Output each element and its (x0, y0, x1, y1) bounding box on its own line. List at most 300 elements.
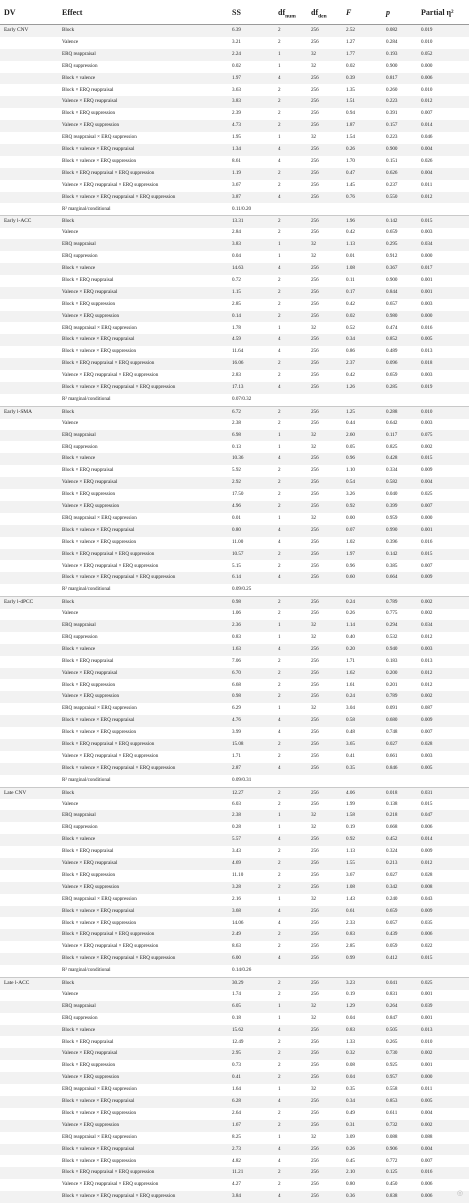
partial-eta-cell: 0.006 (421, 1193, 433, 1200)
f-cell: 0.42 (346, 372, 355, 379)
effect-cell: ERQ suppression (62, 633, 98, 640)
table-row (0, 561, 469, 573)
ss-cell: 6.28 (232, 1098, 241, 1104)
partial-eta-cell: 0.019 (421, 27, 433, 33)
ss-cell: 2.36 (232, 622, 241, 628)
ss-cell: 4.27 (232, 1181, 241, 1188)
ss-cell: 0.11/0.20 (232, 205, 252, 212)
partial-eta-cell: 0.013 (421, 1026, 433, 1033)
effect-cell: ERQ suppression (62, 253, 98, 260)
dfden-cell: 32 (311, 895, 317, 902)
f-cell: 0.19 (346, 990, 355, 997)
header-ss: SS (232, 8, 241, 17)
effect-cell: Block × ERQ reappraisal × ERQ suppression (62, 931, 155, 938)
partial-eta-cell: 0.005 (421, 1098, 433, 1104)
dfnum-cell: 2 (278, 871, 281, 878)
partial-eta-cell: 0.031 (421, 789, 433, 796)
effect-cell: Block × valence × ERQ suppression (62, 919, 137, 926)
f-cell: 0.35 (346, 764, 355, 771)
p-cell: 0.661 (386, 752, 398, 759)
dfden-cell: 32 (311, 633, 317, 640)
dfden-cell: 256 (311, 669, 319, 676)
partial-eta-cell: 0.010 (421, 38, 433, 45)
p-cell: 0.218 (386, 812, 398, 819)
dfden-cell: 32 (311, 1133, 317, 1140)
p-cell: 0.059 (386, 943, 398, 950)
f-cell: 1.27 (346, 38, 355, 45)
p-cell: 0.265 (386, 1038, 398, 1045)
f-cell: 2.37 (346, 360, 355, 367)
table-row (0, 465, 469, 477)
dfden-cell: 256 (311, 455, 319, 462)
dfden-cell: 32 (311, 622, 317, 628)
partial-eta-cell: 0.015 (421, 455, 433, 462)
effect-cell: Block × ERQ reappraisal × ERQ suppression (62, 741, 155, 747)
dfden-cell: 32 (311, 824, 317, 831)
effect-cell: Block (62, 408, 75, 415)
effect-cell: Block × valence × ERQ reappraisal (62, 336, 135, 343)
p-cell: 0.428 (386, 455, 398, 462)
dfden-cell: 256 (311, 980, 319, 986)
effect-cell: Valence (62, 229, 79, 236)
dfnum-cell: 1 (278, 1133, 281, 1140)
dfden-cell: 32 (311, 705, 317, 712)
table-row (0, 834, 469, 846)
p-cell: 0.117 (386, 431, 398, 438)
table-row (0, 1072, 469, 1084)
partial-eta-cell: 0.018 (421, 360, 433, 367)
dfnum-cell: 2 (278, 1038, 281, 1045)
table-row (0, 751, 469, 763)
f-cell: 0.48 (346, 729, 355, 736)
p-cell: 0.659 (386, 907, 398, 914)
dfnum-cell: 2 (278, 503, 281, 509)
p-cell: 0.091 (386, 705, 398, 712)
effect-cell: Block × valence (62, 74, 96, 81)
partial-eta-cell: 0.003 (421, 752, 433, 759)
effect-cell: ERQ reappraisal (62, 431, 96, 438)
dfnum-cell: 2 (278, 1062, 281, 1069)
table-row (0, 668, 469, 680)
effect-cell: ERQ suppression (62, 1014, 98, 1021)
partial-eta-cell: 0.006 (421, 1181, 433, 1188)
dfnum-cell: 2 (278, 312, 281, 319)
f-cell: 2.85 (346, 943, 355, 950)
dfnum-cell: 4 (278, 146, 281, 152)
partial-eta-cell: 0.009 (421, 907, 433, 914)
dfden-cell: 256 (311, 27, 319, 33)
effect-cell: Block × valence × ERQ reappraisal × ERQ suppression (62, 384, 176, 390)
effect-cell: Valence × ERQ reappraisal × ERQ suppression (62, 1181, 159, 1188)
partial-eta-cell: 0.034 (421, 622, 433, 628)
effect-cell: Block × valence × ERQ reappraisal × ERQ suppression (62, 1193, 176, 1200)
table-row (0, 858, 469, 870)
p-cell: 0.142 (386, 550, 398, 557)
table-row (0, 25, 469, 37)
ss-cell: 6.39 (232, 27, 241, 33)
ss-cell: 3.67 (232, 181, 241, 188)
dfden-cell: 256 (311, 229, 319, 236)
f-cell: 0.04 (346, 1014, 355, 1021)
header-effect: Effect (62, 8, 83, 17)
f-cell: 2.33 (346, 919, 355, 926)
effect-cell: Block (62, 789, 75, 796)
p-cell: 0.096 (386, 360, 398, 367)
f-cell: 3.67 (346, 871, 355, 878)
ss-cell: 0.72 (232, 276, 241, 283)
effect-cell: Valence × ERQ suppression (62, 693, 120, 700)
f-cell: 1.33 (346, 1038, 355, 1045)
f-cell: 1.13 (346, 241, 355, 248)
dfden-cell: 256 (311, 86, 319, 93)
table-row (0, 703, 469, 715)
table-row (0, 846, 469, 858)
partial-eta-cell: 0.007 (421, 110, 433, 117)
dfnum-cell: 4 (278, 919, 281, 926)
table-row (0, 537, 469, 549)
effect-cell: Block × valence (62, 455, 96, 462)
effect-cell: Block × valence × ERQ reappraisal (62, 146, 135, 152)
ss-cell: 6.68 (232, 681, 241, 688)
table-row (0, 477, 469, 489)
dfden-cell: 256 (311, 1026, 319, 1033)
dfnum-cell: 2 (278, 681, 281, 688)
ss-cell: 4.96 (232, 503, 241, 509)
table-row (0, 311, 469, 323)
table-row (0, 894, 469, 906)
p-cell: 0.959 (386, 514, 398, 521)
partial-eta-cell: 0.009 (421, 467, 433, 474)
p-cell: 0.772 (386, 1157, 398, 1164)
p-cell: 0.831 (386, 990, 398, 997)
dfden-cell: 256 (311, 657, 319, 664)
effect-cell: Block × ERQ reappraisal (62, 1038, 114, 1045)
effect-cell: Block × valence × ERQ reappraisal (62, 1098, 135, 1104)
effect-cell: ERQ suppression (62, 62, 98, 69)
partial-eta-cell: 0.001 (421, 526, 433, 533)
effect-cell: Valence × ERQ reappraisal (62, 860, 118, 866)
dfnum-cell: 4 (278, 836, 281, 843)
partial-eta-cell: 0.012 (421, 193, 433, 200)
partial-eta-cell: 0.088 (421, 1133, 433, 1140)
table-row (0, 1001, 469, 1013)
ss-cell: 0.09/0.31 (232, 776, 252, 783)
partial-eta-cell: 0.008 (421, 883, 433, 890)
dfnum-cell: 2 (278, 98, 281, 105)
table-row (0, 739, 469, 751)
effect-cell: ERQ reappraisal × ERQ suppression (62, 134, 137, 141)
partial-eta-cell: 0.075 (421, 431, 433, 438)
f-cell: 1.97 (346, 550, 355, 557)
effect-cell: R² marginal/conditional (62, 586, 111, 593)
dfden-cell: 256 (311, 729, 319, 736)
p-cell: 0.844 (386, 288, 398, 295)
dfden-cell: 256 (311, 538, 319, 545)
f-cell: 3.04 (346, 705, 355, 712)
f-cell: 0.92 (346, 503, 355, 509)
table-row (0, 108, 469, 120)
dfnum-cell: 4 (278, 729, 281, 736)
table-row (0, 299, 469, 311)
effect-cell: ERQ reappraisal (62, 622, 96, 628)
partial-eta-cell: 0.025 (421, 491, 433, 498)
partial-eta-cell: 0.016 (421, 1169, 433, 1176)
p-cell: 0.412 (386, 955, 398, 962)
dfden-cell: 256 (311, 218, 319, 225)
partial-eta-cell: 0.014 (421, 836, 433, 843)
p-cell: 0.789 (386, 599, 398, 606)
f-cell: 0.42 (346, 229, 355, 236)
ss-cell: 1.63 (232, 645, 241, 652)
dfden-cell: 256 (311, 752, 319, 759)
effect-cell: R² marginal/conditional (62, 776, 111, 783)
table-row (0, 37, 469, 49)
p-cell: 0.659 (386, 229, 398, 236)
effect-cell: Block × ERQ suppression (62, 1062, 116, 1069)
f-cell: 0.11 (346, 276, 355, 283)
p-cell: 0.295 (386, 241, 398, 248)
dfnum-cell: 4 (278, 764, 281, 771)
table-row (0, 1037, 469, 1049)
dfden-cell: 256 (311, 990, 319, 997)
partial-eta-cell: 0.000 (421, 312, 433, 319)
p-cell: 0.391 (386, 110, 398, 117)
dfden-cell: 32 (311, 253, 317, 260)
dfnum-cell: 4 (278, 1145, 281, 1152)
dfden-cell: 256 (311, 300, 319, 307)
table-row (0, 204, 469, 216)
partial-eta-cell: 0.007 (421, 1157, 433, 1164)
effect-cell: Block × ERQ reappraisal (62, 657, 114, 664)
f-cell: 1.77 (346, 50, 355, 57)
dfden-cell: 256 (311, 38, 319, 45)
f-cell: 0.96 (346, 455, 355, 462)
f-cell: 1.55 (346, 860, 355, 866)
f-cell: 0.42 (346, 300, 355, 307)
effect-cell: ERQ reappraisal × ERQ suppression (62, 705, 137, 712)
dfden-cell: 256 (311, 871, 319, 878)
partial-eta-cell: 0.000 (421, 1074, 433, 1081)
ss-cell: 0.73 (232, 1062, 241, 1069)
f-cell: 1.70 (346, 157, 355, 164)
effect-cell: R² marginal/conditional (62, 395, 111, 402)
dfnum-cell: 2 (278, 800, 281, 807)
table-row (0, 453, 469, 465)
effect-cell: Valence × ERQ suppression (62, 1074, 120, 1081)
p-cell: 0.342 (386, 883, 398, 890)
dfnum-cell: 1 (278, 633, 281, 640)
effect-cell: Valence × ERQ reappraisal × ERQ suppression (62, 562, 159, 569)
partial-eta-cell: 0.012 (421, 681, 433, 688)
partial-eta-cell: 0.004 (421, 1145, 433, 1152)
partial-eta-cell: 0.007 (421, 503, 433, 509)
table-row (0, 882, 469, 894)
effect-cell: Valence × ERQ reappraisal (62, 479, 118, 486)
partial-eta-cell: 0.006 (421, 74, 433, 81)
partial-eta-cell: 0.007 (421, 729, 433, 736)
dfden-cell: 256 (311, 146, 319, 152)
table-row (0, 870, 469, 882)
dfnum-cell: 2 (278, 1121, 281, 1128)
dfnum-cell: 2 (278, 860, 281, 866)
table-row (0, 810, 469, 822)
header-dfnum: $df_{num}$ (278, 8, 296, 20)
dfnum-cell: 2 (278, 789, 281, 796)
ss-cell: 2.64 (232, 1109, 241, 1116)
dv-cell: Late CNV (4, 789, 27, 796)
f-cell: 0.52 (346, 324, 355, 331)
partial-eta-cell: 0.028 (421, 741, 433, 747)
table-row (0, 906, 469, 918)
partial-eta-cell: 0.002 (421, 610, 433, 617)
partial-eta-cell: 0.034 (421, 241, 433, 248)
dfnum-cell: 2 (278, 943, 281, 950)
effect-cell: Valence (62, 38, 79, 45)
dfden-cell: 256 (311, 181, 319, 188)
ss-cell: 2.85 (232, 300, 241, 307)
dfnum-cell: 2 (278, 1169, 281, 1176)
effect-cell: Valence (62, 990, 79, 997)
partial-eta-cell: 0.015 (421, 550, 433, 557)
effect-cell: Valence (62, 610, 79, 617)
dfden-cell: 32 (311, 134, 317, 141)
dfden-cell: 256 (311, 919, 319, 926)
dfden-cell: 32 (311, 1002, 317, 1009)
f-cell: 1.54 (346, 134, 355, 141)
table-row (0, 192, 469, 204)
f-cell: 2.60 (346, 431, 355, 438)
partial-eta-cell: 0.019 (421, 384, 433, 390)
dv-cell: Early l-SMA (4, 408, 32, 415)
p-cell: 0.285 (386, 384, 398, 390)
dfden-cell: 32 (311, 443, 317, 450)
ss-cell: 6.05 (232, 1002, 241, 1009)
p-cell: 0.680 (386, 717, 398, 724)
ss-cell: 8.61 (232, 157, 241, 164)
f-cell: 0.01 (346, 253, 355, 260)
p-cell: 0.730 (386, 1050, 398, 1057)
partial-eta-cell: 0.001 (421, 990, 433, 997)
dfden-cell: 256 (311, 479, 319, 486)
effect-cell: Valence × ERQ suppression (62, 312, 120, 319)
partial-eta-cell: 0.001 (421, 276, 433, 283)
dfden-cell: 256 (311, 550, 319, 557)
dfnum-cell: 4 (278, 574, 281, 581)
dfden-cell: 256 (311, 74, 319, 81)
effect-cell: Valence × ERQ reappraisal × ERQ suppression (62, 372, 159, 379)
p-cell: 0.990 (386, 526, 398, 533)
ss-cell: 4.82 (232, 1157, 241, 1164)
table-row (0, 1179, 469, 1191)
p-cell: 0.157 (386, 122, 398, 129)
table-row (0, 382, 469, 394)
p-cell: 0.611 (386, 1109, 398, 1116)
f-cell: 1.35 (346, 86, 355, 93)
ss-cell: 0.83 (232, 633, 241, 640)
f-cell: 0.92 (346, 836, 355, 843)
dfnum-cell: 4 (278, 538, 281, 545)
dfnum-cell: 1 (278, 50, 281, 57)
dfnum-cell: 2 (278, 669, 281, 676)
table-row (0, 799, 469, 811)
effect-cell: Block × valence × ERQ reappraisal (62, 907, 135, 914)
effect-cell: Valence × ERQ reappraisal × ERQ suppression (62, 752, 159, 759)
ss-cell: 0.18 (232, 1014, 241, 1021)
effect-cell: Block × ERQ suppression (62, 681, 116, 688)
dfnum-cell: 2 (278, 848, 281, 855)
dfnum-cell: 1 (278, 895, 281, 902)
ss-cell: 5.92 (232, 467, 241, 474)
ss-cell: 5.57 (232, 836, 241, 843)
f-cell: 1.43 (346, 895, 355, 902)
effect-cell: Block × valence × ERQ suppression (62, 1109, 137, 1116)
dfnum-cell: 1 (278, 134, 281, 141)
dfden-cell: 32 (311, 324, 317, 331)
effect-cell: ERQ reappraisal × ERQ suppression (62, 514, 137, 521)
partial-eta-cell: 0.006 (421, 931, 433, 938)
partial-eta-cell: 0.012 (421, 98, 433, 105)
header-p: p (386, 8, 390, 17)
partial-eta-cell: 0.047 (421, 812, 433, 819)
p-cell: 0.900 (386, 146, 398, 152)
effect-cell: Block × valence × ERQ reappraisal (62, 1145, 135, 1152)
dfden-cell: 256 (311, 467, 319, 474)
dfnum-cell: 2 (278, 169, 281, 176)
effect-cell: Valence (62, 800, 79, 807)
dfnum-cell: 2 (278, 419, 281, 426)
table-row (0, 251, 469, 263)
f-cell: 2.52 (346, 27, 355, 33)
ss-cell: 1.06 (232, 610, 241, 617)
ss-cell: 15.62 (232, 1026, 244, 1033)
ss-cell: 0.14 (232, 312, 241, 319)
dfden-cell: 256 (311, 1121, 319, 1128)
p-cell: 0.057 (386, 919, 398, 926)
table-row (0, 632, 469, 644)
dfden-cell: 256 (311, 789, 319, 796)
f-cell: 0.58 (346, 717, 355, 724)
dv-cell: Early l-ACC (4, 218, 32, 225)
effect-cell: Block × valence × ERQ suppression (62, 348, 137, 355)
header-dfden: $df_{den}$ (311, 8, 327, 20)
p-cell: 0.264 (386, 1002, 398, 1009)
effect-cell: ERQ suppression (62, 443, 98, 450)
dfnum-cell: 4 (278, 265, 281, 271)
p-cell: 0.642 (386, 419, 398, 426)
f-cell: 3.09 (346, 1133, 355, 1140)
f-cell: 0.45 (346, 1157, 355, 1164)
p-cell: 0.550 (386, 193, 398, 200)
ss-cell: 1.34 (232, 146, 241, 152)
p-cell: 0.399 (386, 503, 398, 509)
table-row (0, 61, 469, 73)
p-cell: 0.657 (386, 300, 398, 307)
ss-cell: 2.95 (232, 1050, 241, 1057)
dfnum-cell: 2 (278, 741, 281, 747)
ss-cell: 2.38 (232, 812, 241, 819)
effect-cell: ERQ reappraisal (62, 241, 96, 248)
partial-eta-cell: 0.001 (421, 288, 433, 295)
ss-cell: 2.73 (232, 1145, 241, 1152)
partial-eta-cell: 0.004 (421, 479, 433, 486)
p-cell: 0.900 (386, 62, 398, 69)
effect-cell: Block × ERQ suppression (62, 871, 116, 878)
partial-eta-cell: 0.015 (421, 955, 433, 962)
effect-cell: ERQ suppression (62, 824, 98, 831)
f-cell: 0.44 (346, 419, 355, 426)
dfnum-cell: 4 (278, 1026, 281, 1033)
partial-eta-cell: 0.052 (421, 50, 433, 57)
